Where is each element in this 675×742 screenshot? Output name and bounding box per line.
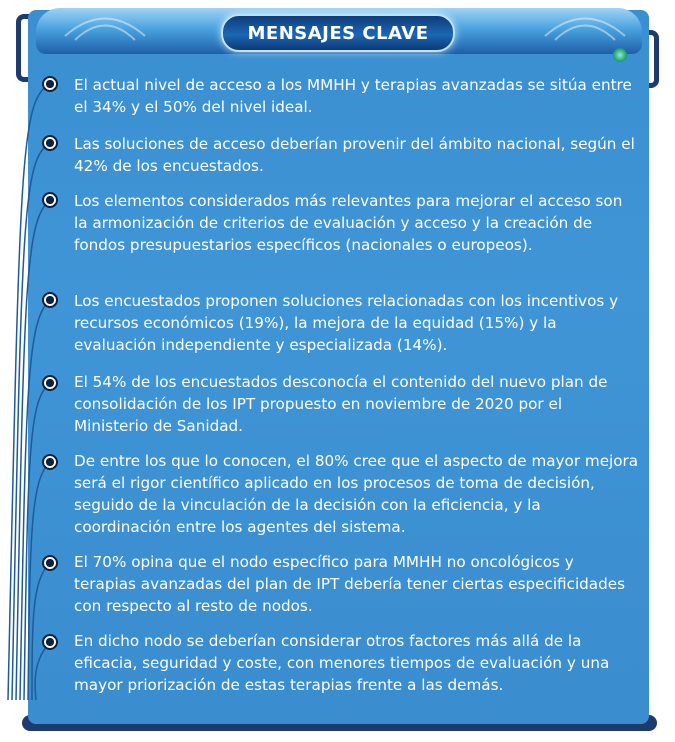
key-message-7: El 70% opina que el nodo específico para MMHH no oncológicos y terapias avanzadas del plan de IPT debería tener ciertas especificidades con respecto al resto de nodos. (74, 553, 626, 615)
bullet-icon (42, 634, 58, 650)
panel-title: MENSAJES CLAVE (247, 22, 429, 44)
wire-decoration (0, 0, 60, 742)
key-message-3: Los elementos considerados más relevantes para mejorar el acceso son la armonización de criterios de evaluación y acceso y la creación de fondos presupuestarios específicos (nacionales o europeos). (74, 192, 623, 254)
bullet-icon (42, 454, 58, 470)
key-message-8: En dicho nodo se deberían considerar otros factores más allá de la eficacia, seguridad y coste, con menores tiempos de evaluación y una mayor priorización de estas terapias frente a las demás. (74, 632, 610, 694)
bullet-icon (42, 135, 58, 151)
bullet-icon (42, 192, 58, 208)
circuit-decoration-left (60, 6, 150, 46)
header-title-pill (221, 14, 455, 52)
key-message-5: El 54% de los encuestados desconocía el contenido del nuevo plan de consolidación de los IPT propuesto en noviembre de 2020 por el Ministerio de Sanidad. (74, 373, 608, 435)
circuit-decoration-right (540, 6, 630, 46)
status-dot-decoration (613, 48, 627, 62)
key-message-6: De entre los que lo conocen, el 80% cree que el aspecto de mayor mejora será el rigor científico aplicado en los procesos de toma de decisión, seguido de la vinculación de la decisión con la eficiencia, y la coordinación entre los agentes del sistema. (74, 452, 639, 536)
key-message-1: El actual nivel de acceso a los MMHH y terapias avanzadas se sitúa entre el 34% y el 50% del nivel ideal. (74, 76, 632, 116)
bullet-icon (42, 76, 58, 92)
key-message-4: Los encuestados proponen soluciones relacionadas con los incentivos y recursos económicos (19%), la mejora de la equidad (15%) y la evaluación independiente y especializada (14%). (74, 292, 619, 354)
key-message-2: Las soluciones de acceso deberían provenir del ámbito nacional, según el 42% de los encuestados. (74, 135, 635, 175)
bullet-icon (42, 375, 58, 391)
bullet-icon (42, 555, 58, 571)
bullet-icon (42, 292, 58, 308)
